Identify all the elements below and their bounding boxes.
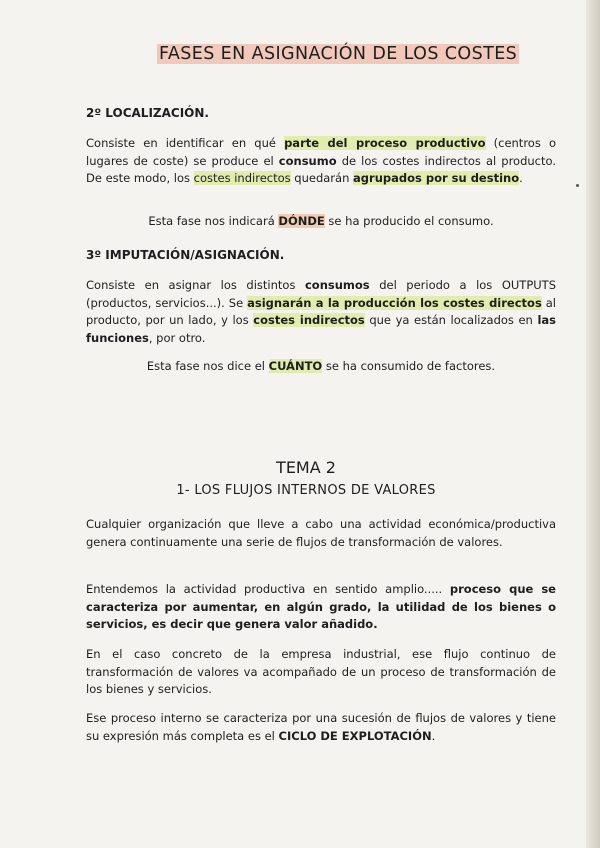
tema-title: TEMA 2 bbox=[276, 458, 336, 477]
note-donde: Esta fase nos indicará DÓNDE se ha producido el consumo. bbox=[148, 214, 494, 228]
paragraph-imputacion: Consiste en asignar los distintos consumos del periodo a los OUTPUTS (productos, servicios...). Se asignarán a la producción los costes directos al producto, por un lado, y los costes indirectos que ya están localizados en las funciones, por otro. bbox=[86, 278, 557, 345]
tema-subtitle: 1- LOS FLUJOS INTERNOS DE VALORES bbox=[176, 483, 436, 498]
section-heading-imputacion: 3º IMPUTACIÓN/ASIGNACIÓN. bbox=[86, 248, 285, 262]
paragraph-actividad: Entendemos la actividad productiva en sentido amplio..... proceso que se caracteriza por aumentar, en algún grado, la utilidad de los bienes o servicios, es decir que genera valor añadido. bbox=[86, 582, 556, 631]
scan-mark bbox=[576, 184, 579, 187]
page-title: FASES EN ASIGNACIÓN DE LOS COSTES bbox=[159, 44, 518, 64]
paragraph-localizacion: Consiste en identificar en qué parte del proceso productivo (centros o lugares de coste) se produce el consumo de los costes indirectos al producto. De este modo, los costes indirectos quedarán agrupados por su destino. bbox=[86, 136, 556, 185]
note-cuanto: Esta fase nos dice el CUÁNTO se ha consumido de factores. bbox=[146, 359, 496, 373]
page-edge-shadow bbox=[586, 0, 600, 848]
paragraph-ciclo: Ese proceso interno se caracteriza por una sucesión de flujos de valores y tiene su expresión más completa es el CICLO DE EXPLOTACIÓN. bbox=[86, 711, 556, 743]
paragraph-empresa-industrial: En el caso concreto de la empresa industrial, ese flujo continuo de transformación de valores va acompañado de un proceso de transformación de los bienes y servicios. bbox=[86, 647, 556, 696]
section-heading-localizacion: 2º LOCALIZACIÓN. bbox=[86, 106, 209, 120]
paragraph-flujos: Cualquier organización que lleve a cabo una actividad económica/productiva genera continuamente una serie de flujos de transformación de valores. bbox=[86, 517, 556, 549]
